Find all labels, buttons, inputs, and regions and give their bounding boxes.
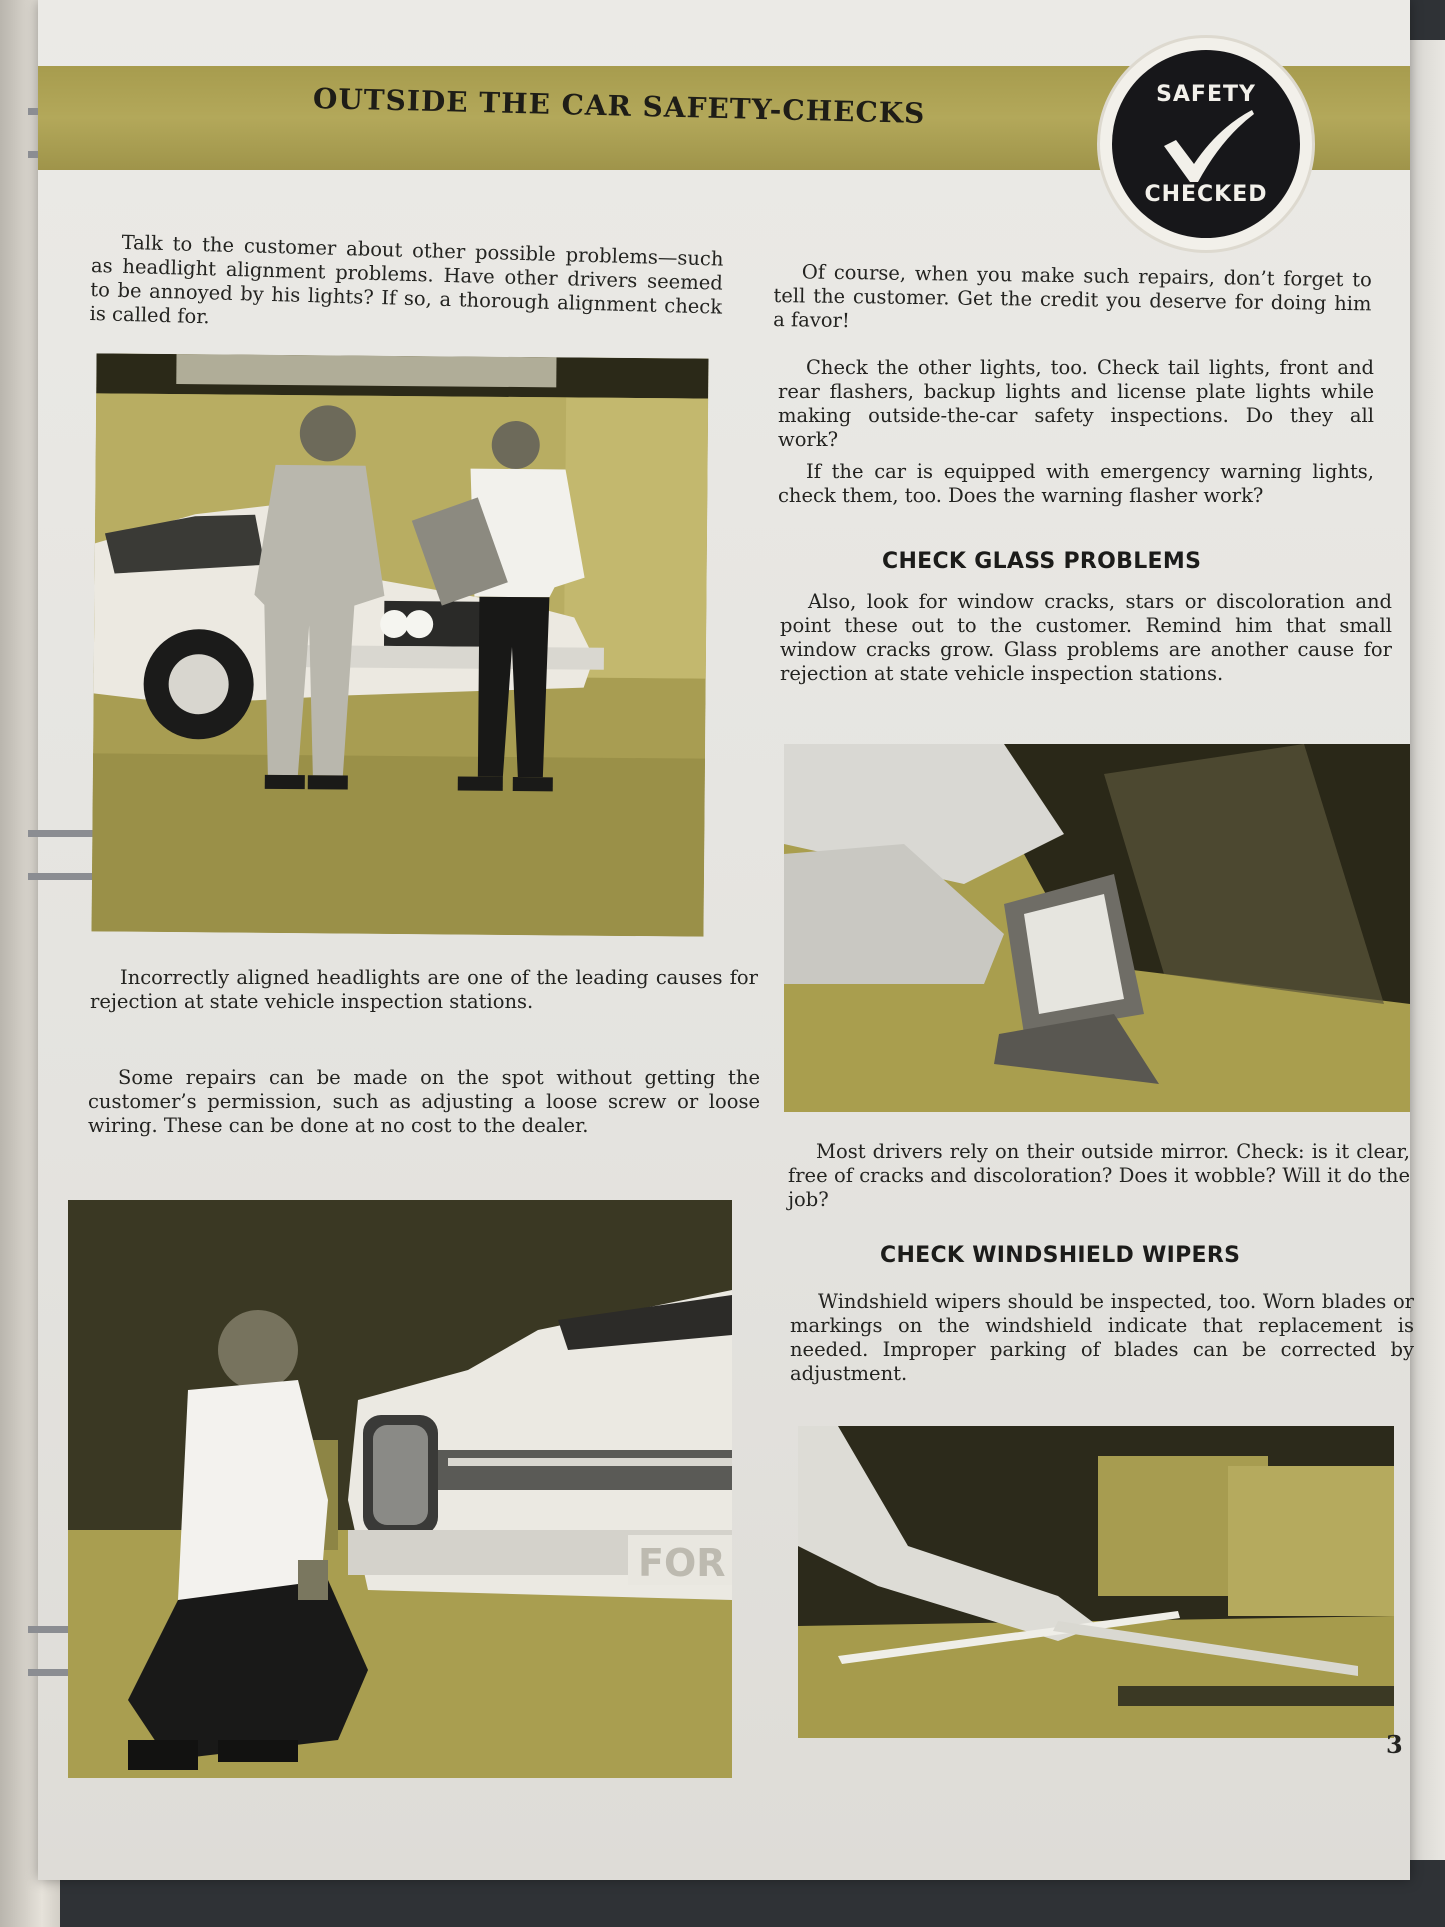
photo-outside-mirror-check — [784, 744, 1410, 1112]
credit-paragraph: Of course, when you make such repairs, don’t forget to tell the customer. Get the credit you deserve for doing him a favor! — [773, 260, 1372, 333]
checkmark-icon — [1160, 106, 1256, 186]
glass-problems-paragraph: Also, look for window cracks, stars or discoloration and point these out to the customer. Remind him that small window cracks grow. Glass problems are another cause for rejection at state vehicle inspection stations. — [780, 590, 1392, 685]
outside-mirror-paragraph: Most drivers rely on their outside mirror. Check: is it clear, free of cracks and discoloration? Does it wobble? Will it do the job? — [788, 1140, 1410, 1211]
windshield-wipers-paragraph: Windshield wipers should be inspected, too. Worn blades or markings on the windshield indicate that replacement is needed. Improper parking of blades can be corrected by adjustment. — [790, 1290, 1414, 1385]
photo-windshield-wiper-check — [798, 1426, 1394, 1738]
heading-check-wipers: CHECK WINDSHIELD WIPERS — [880, 1243, 1241, 1268]
on-the-spot-repairs-paragraph: Some repairs can be made on the spot without getting the customer’s permission, such as adjusting a loose screw or loose wiring. These can be done at no cost to the dealer. — [88, 1066, 760, 1137]
badge-bottom-text: CHECKED — [1144, 182, 1268, 207]
headlight-alignment-paragraph: Incorrectly aligned headlights are one of the leading causes for rejection at state vehicle inspection stations. — [90, 966, 758, 1013]
photo-technician-checking-tail-lights — [68, 1200, 732, 1778]
badge-top-text: SAFETY — [1156, 82, 1256, 107]
page-title: OUTSIDE THE CAR SAFETY-CHECKS — [312, 82, 926, 130]
page-number: 3 — [1386, 1730, 1403, 1759]
intro-paragraph: Talk to the customer about other possible problems—such as headlight alignment problems. Have other drivers seemed to be annoyed by his lights? If so, a thorough alignment check is called for. — [89, 230, 724, 329]
safety-checked-badge — [1100, 38, 1312, 250]
emergency-lights-paragraph: If the car is equipped with emergency warning lights, check them, too. Does the warning flasher work? — [778, 460, 1374, 507]
heading-check-glass: CHECK GLASS PROBLEMS — [882, 549, 1202, 574]
document-page — [38, 0, 1414, 1880]
photo-customer-and-technician — [91, 353, 708, 936]
license-plate-text: FOR — [638, 1541, 726, 1585]
other-lights-paragraph: Check the other lights, too. Check tail lights, front and rear flashers, backup lights and license plate lights while making outside-the-car safety inspections. Do they all work? — [778, 356, 1374, 451]
